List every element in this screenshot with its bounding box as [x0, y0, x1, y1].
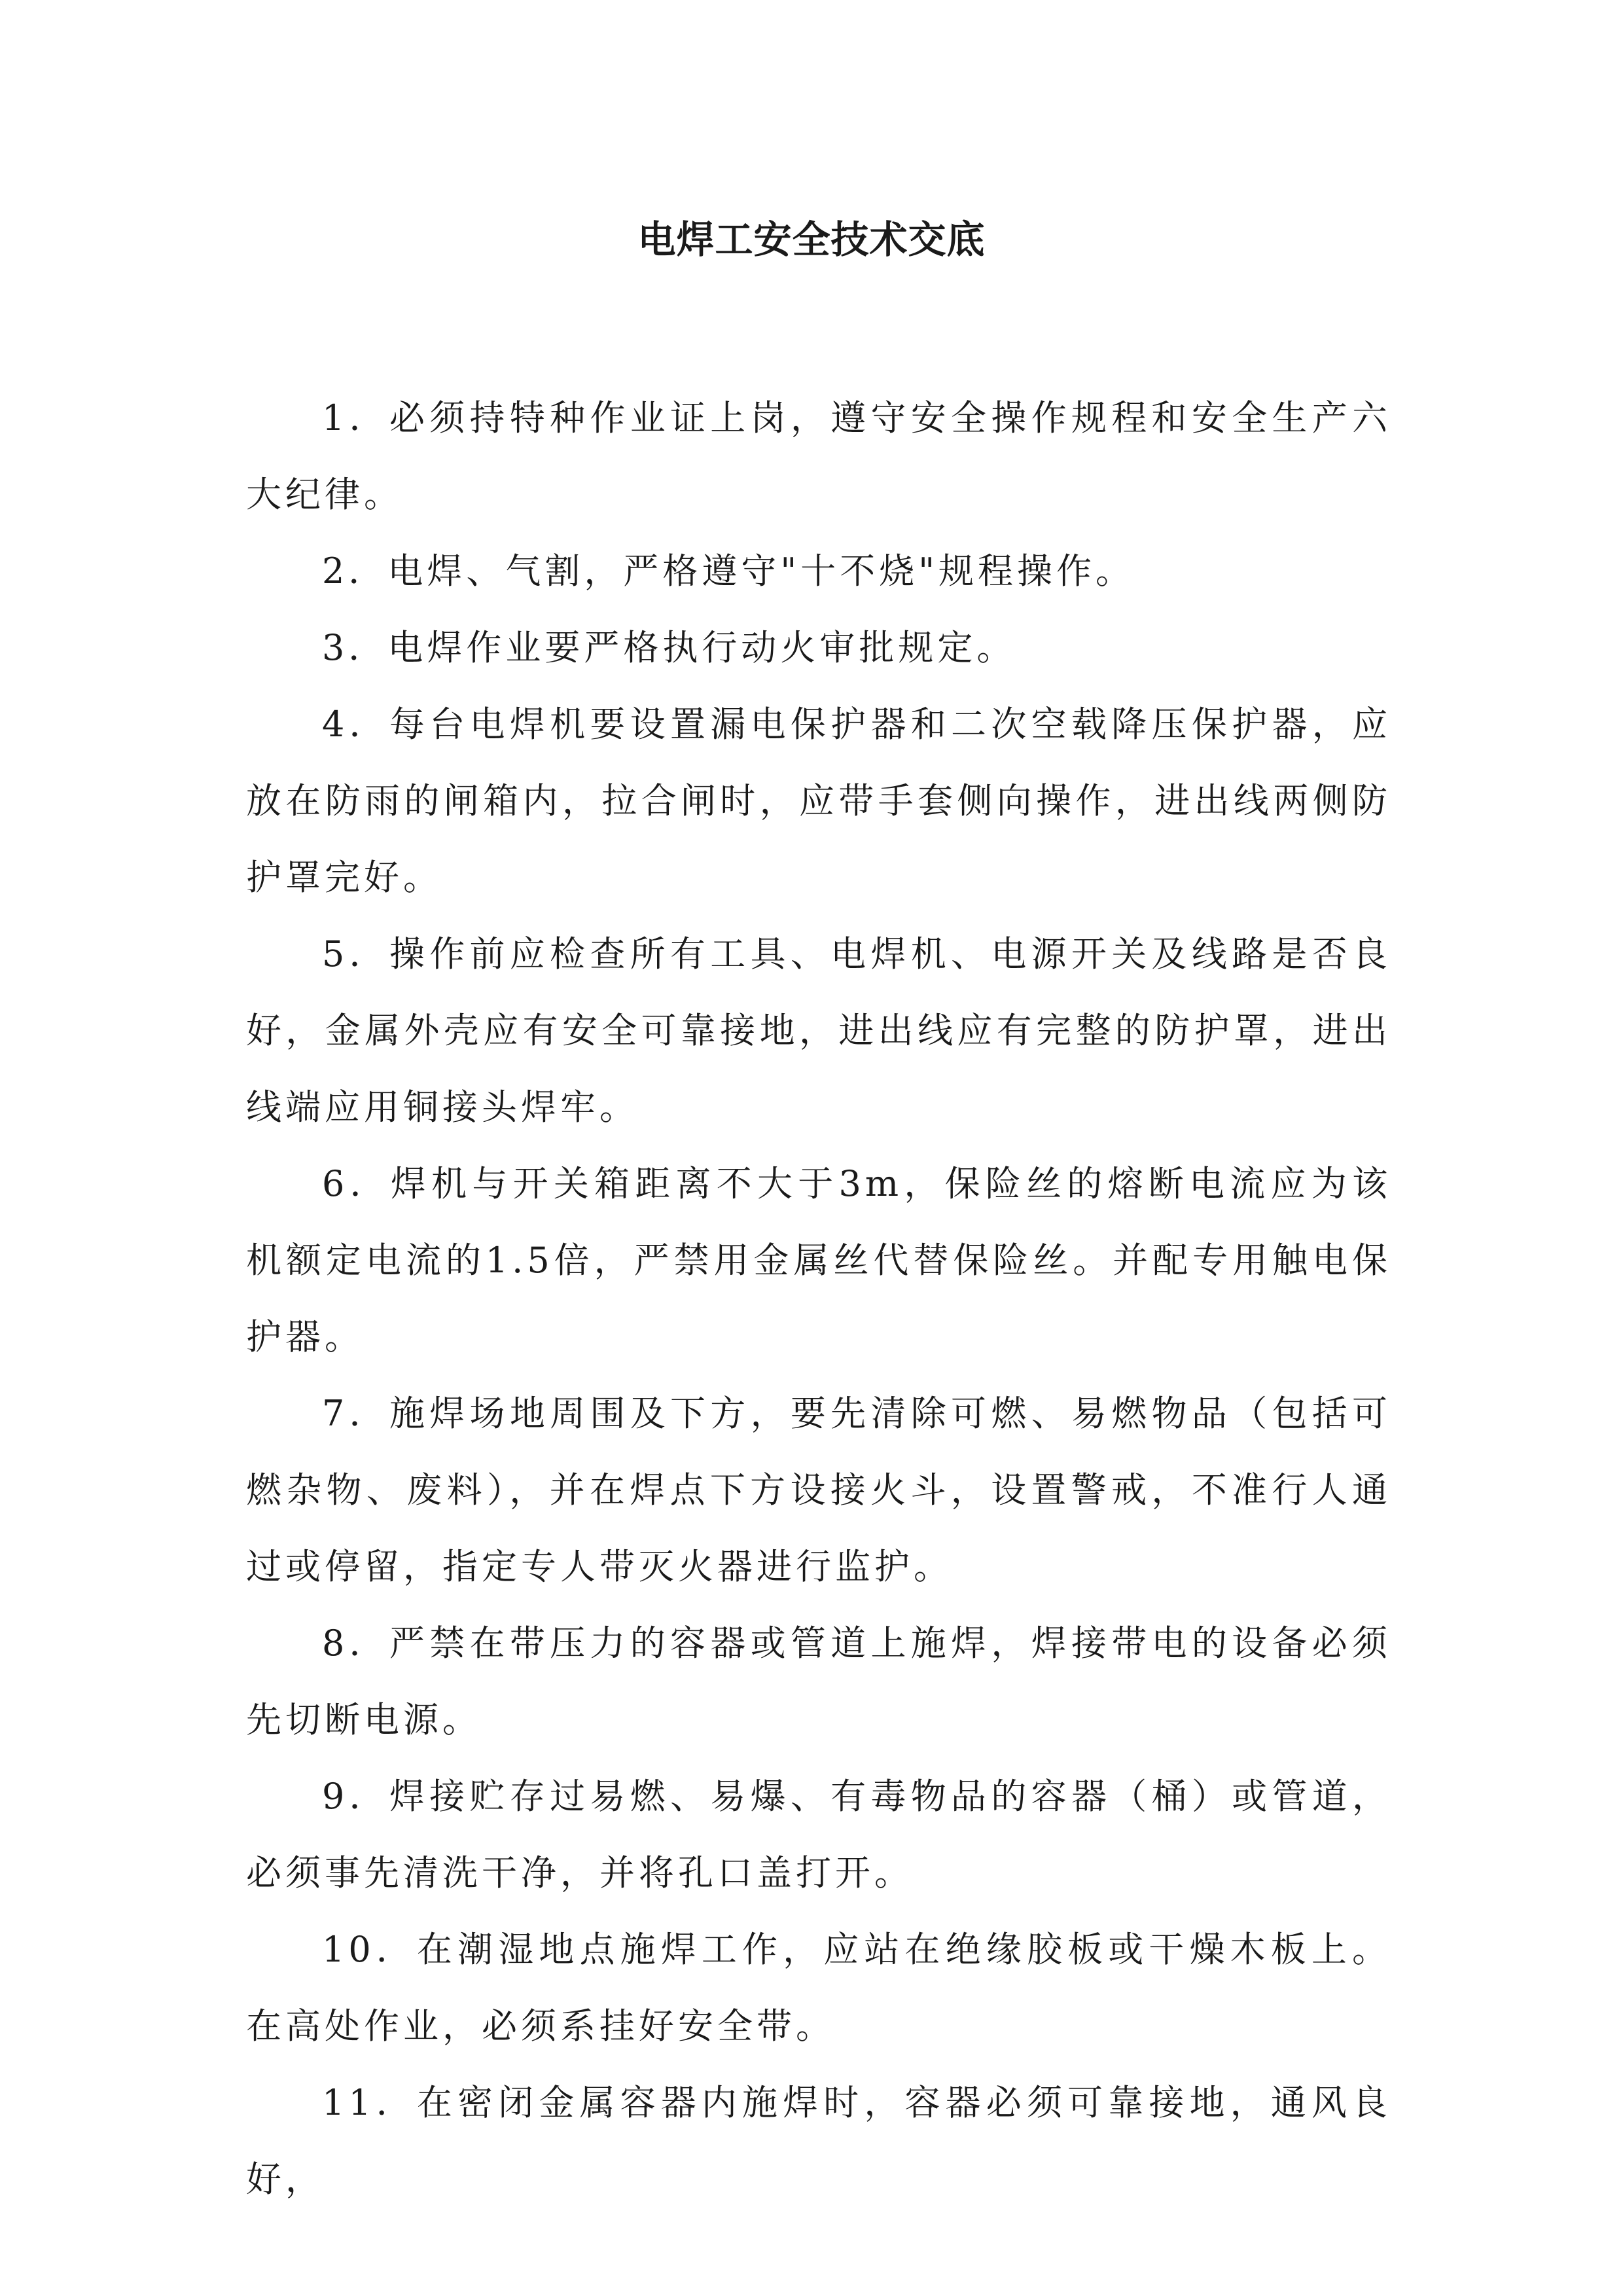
- paragraph-10: 10．在潮湿地点施焊工作，应站在绝缘胶板或干燥木板上。在高处作业，必须系挂好安全带。: [246, 1929, 1391, 2047]
- page-title: 电焊工安全技术交底: [637, 217, 986, 262]
- paragraph-11: 11．在密闭金属容器内施焊时，容器必须可靠接地，通风良好，: [246, 2082, 1391, 2200]
- paragraph-6: 6．焊机与开关箱距离不大于3m，保险丝的熔断电流应为该机额定电流的1.5倍，严禁用金属丝代替保险丝。并配专用触电保护器。: [246, 1163, 1391, 1357]
- paragraph-4: 4．每台电焊机要设置漏电保护器和二次空载降压保护器，应放在防雨的闸箱内，拉合闸时，应带手套侧向操作，进出线两侧防护罩完好。: [246, 704, 1391, 898]
- paragraph-3: 3．电焊作业要严格执行动火审批规定。: [322, 627, 1016, 668]
- document-body: [246, 380, 1391, 2217]
- paragraph-9: 9．焊接贮存过易燃、易爆、有毒物品的容器（桶）或管道，必须事先清洗干净，并将孔口盖打开。: [246, 1776, 1391, 1893]
- paragraph-2: 2．电焊、气割，严格遵守"十不烧"规程操作。: [322, 550, 1135, 592]
- paragraph-8: 8．严禁在带压力的容器或管道上施焊，焊接带电的设备必须先切断电源。: [246, 1623, 1391, 1740]
- paragraph-5: 5．操作前应检查所有工具、电焊机、电源开关及线路是否良好，金属外壳应有安全可靠接地，进出线应有完整的防护罩，进出线端应用铜接头焊牢。: [246, 933, 1391, 1128]
- paragraph-1: 1．必须持特种作业证上岗，遵守安全操作规程和安全生产六大纪律。: [246, 397, 1391, 515]
- paragraph-7: 7．施焊场地周围及下方，要先清除可燃、易燃物品（包括可燃杂物、废料），并在焊点下方设接火斗，设置警戒，不准行人通过或停留，指定专人带灭火器进行监护。: [246, 1393, 1391, 1587]
